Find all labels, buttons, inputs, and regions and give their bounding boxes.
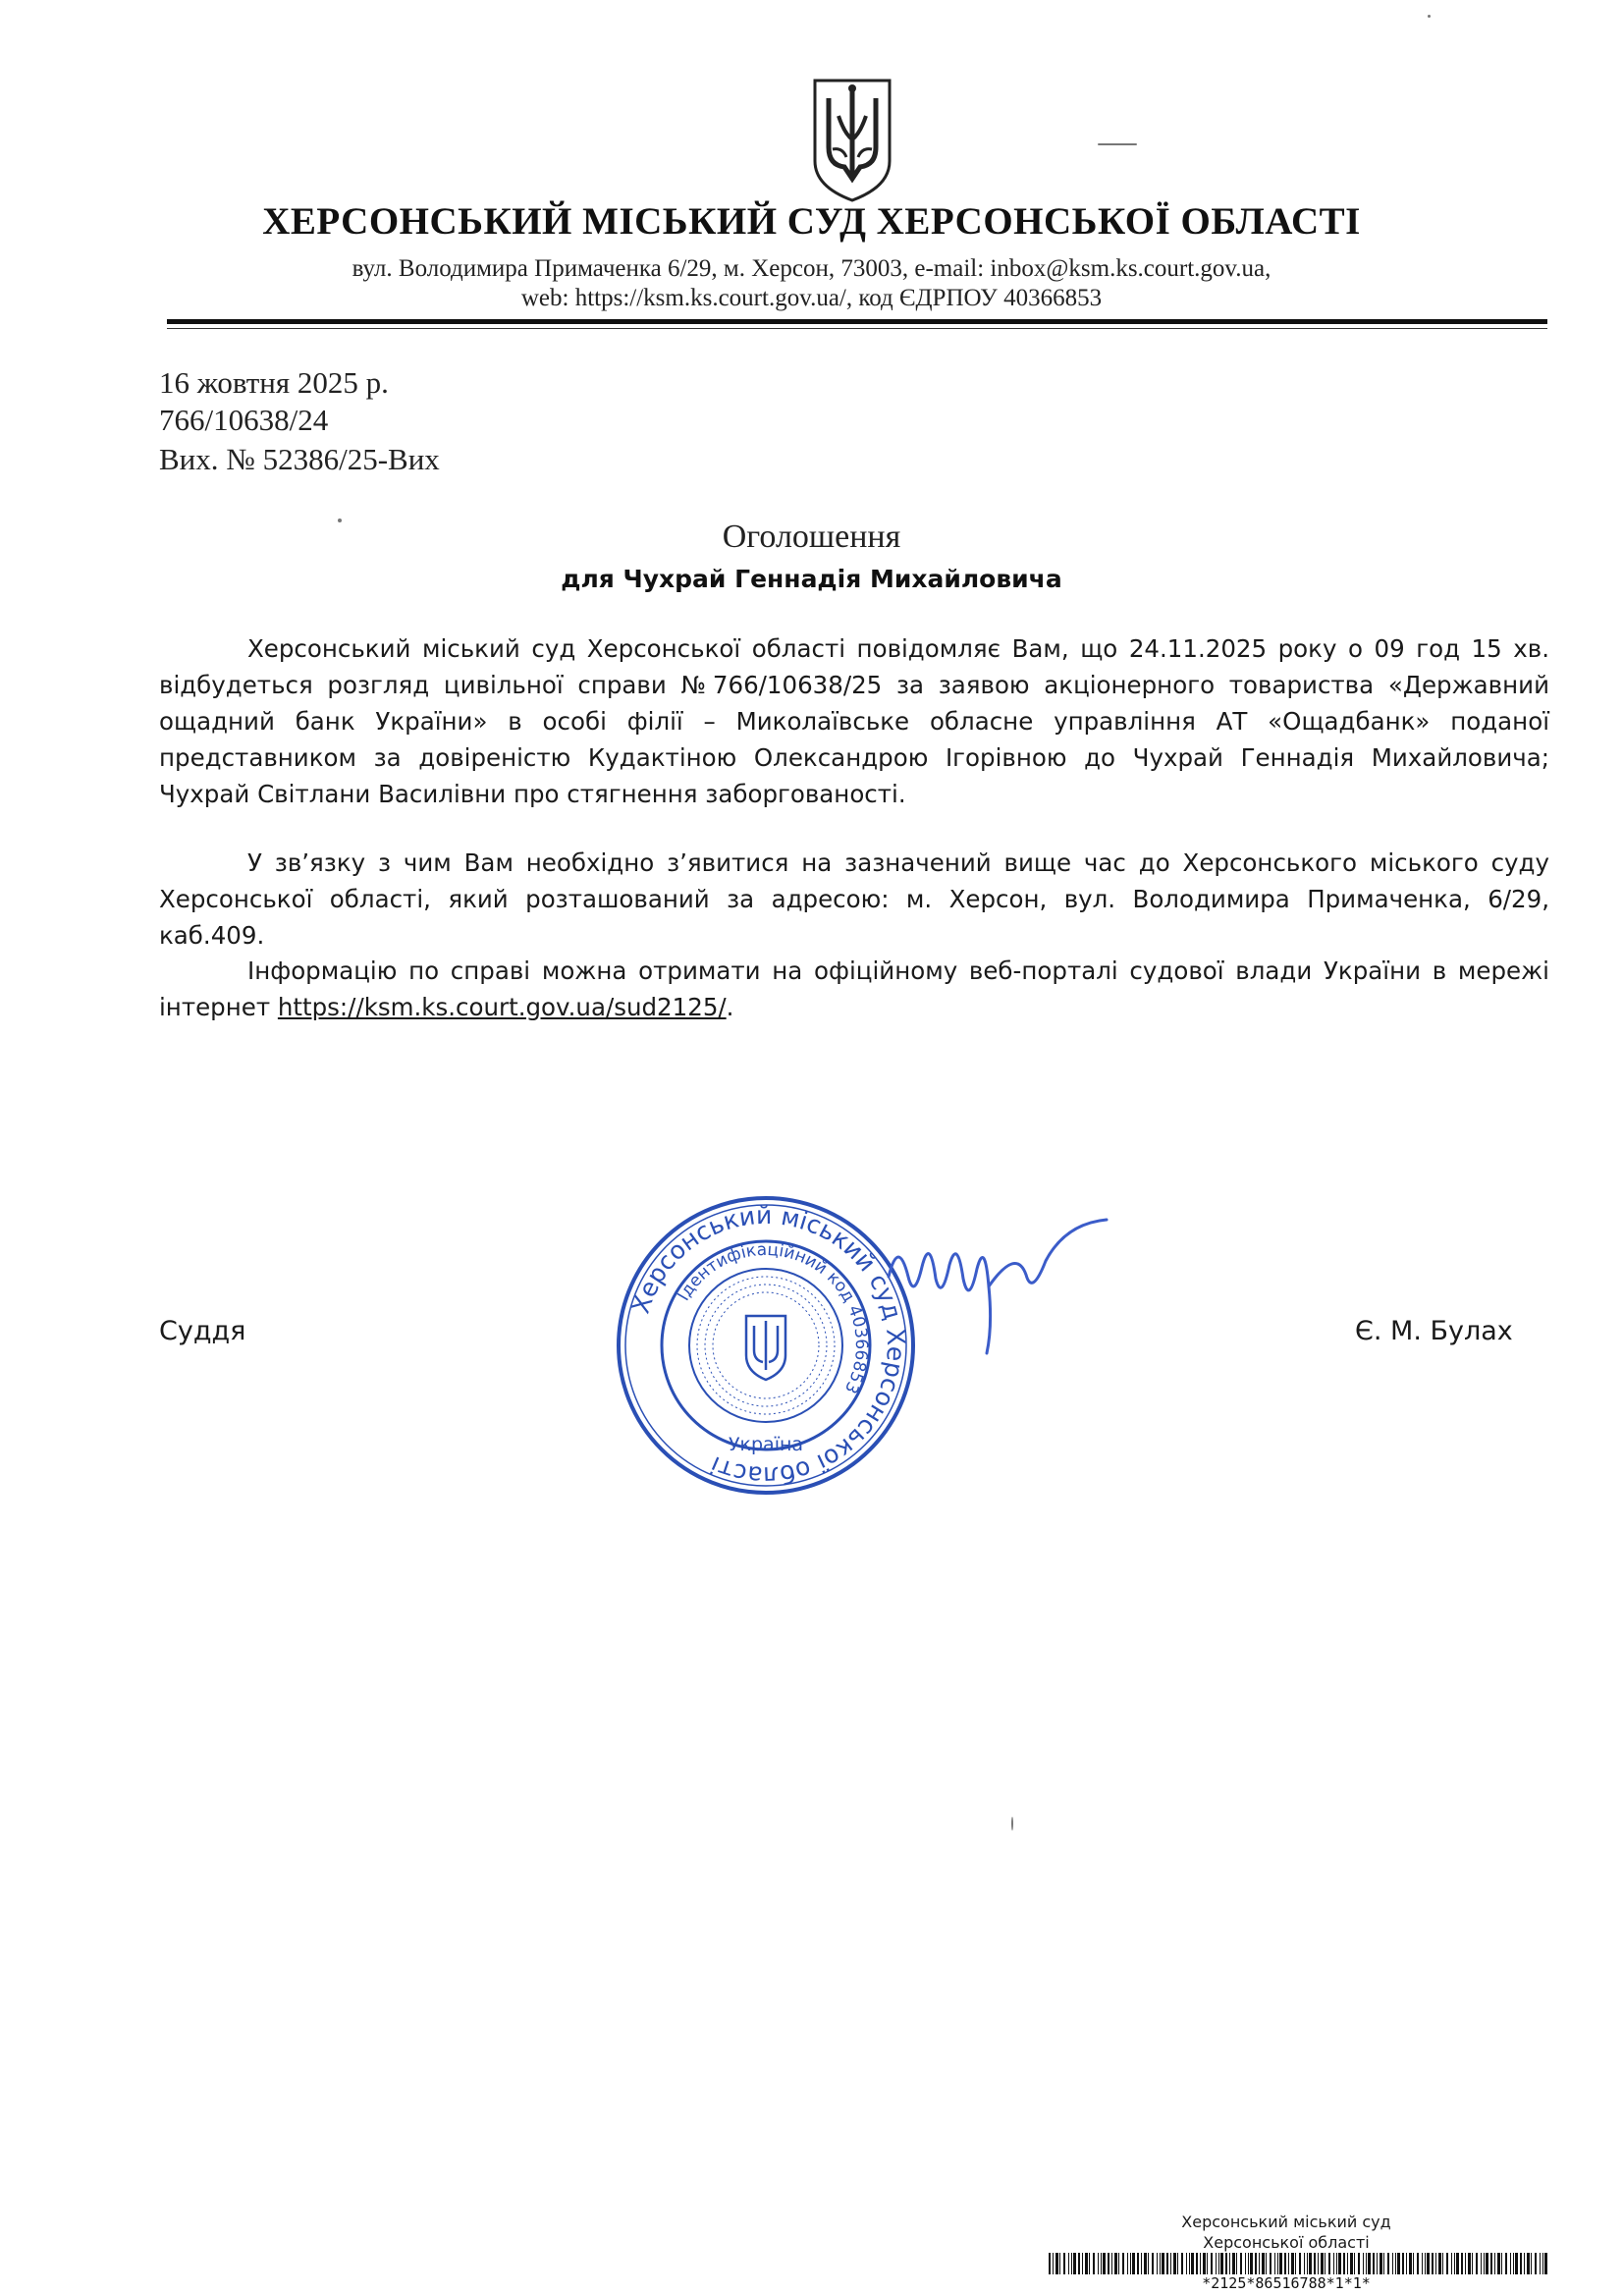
barcode-bar (1333, 2253, 1334, 2274)
barcode-bar (1137, 2253, 1139, 2274)
barcode-bar (1236, 2253, 1237, 2274)
barcode-bar (1304, 2253, 1305, 2274)
barcode-bar (1435, 2253, 1436, 2274)
barcode-bar (1250, 2253, 1253, 2274)
barcode-bar (1225, 2253, 1227, 2274)
barcode-number: *2125*86516788*1*1* (1202, 2274, 1371, 2292)
barcode-bar (1363, 2253, 1364, 2274)
barcode-bar (1456, 2253, 1459, 2274)
seal-outer-path: Херсонський міський суд Херсонської області (625, 1200, 911, 1491)
barcode-bar (1220, 2253, 1223, 2274)
barcode-bar (1277, 2253, 1278, 2274)
barcode-bar (1059, 2253, 1060, 2274)
barcode-bar (1425, 2253, 1426, 2274)
barcode-bar (1490, 2253, 1492, 2274)
barcode-bar (1152, 2253, 1154, 2274)
barcode-icon (1049, 2253, 1551, 2274)
court-address: вул. Володимира Примаченка 6/29, м. Херсон, 73003, e-mail: inbox@ksm.ks.court.gov.ua, (352, 255, 1271, 282)
scan-speck (338, 519, 342, 522)
barcode-bar (1505, 2253, 1507, 2274)
barcode-bar (1442, 2253, 1443, 2274)
paragraph-info-text: Інформацію по справі можна отримати на офіційному веб-порталі судової влади України в мережі інтернет (159, 957, 1549, 1021)
barcode-bar (1338, 2253, 1341, 2274)
barcode-bar (1542, 2253, 1543, 2274)
barcode-bar (1540, 2253, 1541, 2274)
scan-speck (1428, 15, 1431, 18)
barcode-bar (1055, 2253, 1058, 2274)
barcode-bar (1162, 2253, 1164, 2274)
barcode-bar (1358, 2253, 1360, 2274)
barcode-bar (1520, 2253, 1522, 2274)
barcode-bar (1078, 2253, 1080, 2274)
barcode-bar (1527, 2253, 1530, 2274)
barcode-bar (1451, 2253, 1452, 2274)
barcode-bar (1484, 2253, 1485, 2274)
paragraph-info-end: . (726, 993, 734, 1021)
barcode-bar (1191, 2253, 1194, 2274)
barcode-bar (1291, 2253, 1294, 2274)
barcode-bar (1472, 2253, 1473, 2274)
case-number: 766/10638/24 (159, 403, 329, 437)
court-seal-icon (614, 1193, 918, 1498)
barcode-bar (1535, 2253, 1537, 2274)
barcode-bar (1189, 2253, 1190, 2274)
barcode-bar (1347, 2253, 1348, 2274)
barcode-bar (1173, 2253, 1176, 2274)
barcode-bar (1387, 2253, 1389, 2274)
barcode-bar (1229, 2253, 1230, 2274)
barcode-bar (1262, 2253, 1265, 2274)
barcode-bar (1108, 2253, 1109, 2274)
barcode-bar (1255, 2253, 1257, 2274)
coat-of-arms-icon (807, 77, 897, 204)
barcode-bar (1211, 2253, 1213, 2274)
barcode-bar (1406, 2253, 1407, 2274)
barcode-bar (1350, 2253, 1353, 2274)
barcode-bar (1170, 2253, 1171, 2274)
barcode-bar (1274, 2253, 1275, 2274)
barcode-bar (1318, 2253, 1319, 2274)
document-date: 16 жовтня 2025 р. (159, 365, 389, 400)
judge-name: Є. М. Булах (1355, 1316, 1513, 1346)
barcode-bar (1160, 2253, 1161, 2274)
paragraph-hearing: Херсонський міський суд Херсонської області повідомляє Вам, що 24.11.2025 року о 09 год 15 хв. відбудеться розгляд цивільної справи №766/10638/25 за заявою акціонерного товариства «Державний ощадний банк України» в особі філії – Миколаївське обласне управління АТ «Ощадбанк» поданої представником за довіреністю Кудактіною Олександрою Ігорівною до Чухрай Геннадія Михайловича; Чухрай Світлани Василівни про стягнення заборгованості. (159, 634, 1549, 808)
barcode-bar (1328, 2253, 1330, 2274)
barcode-bar (1203, 2253, 1206, 2274)
paragraph-appearance: У зв’язку з чим Вам необхідно з’явитися на зазначений вище час до Херсонського міського суду Херсонської області, який розташований за адресою: м. Херсон, вул. Володимира Примаченка, 6/29, каб.409. (159, 848, 1549, 950)
barcode-bar (1216, 2253, 1217, 2274)
barcode-bar (1118, 2253, 1119, 2274)
scan-speck (1011, 1817, 1013, 1831)
announcement-addressee: для Чухрай Геннадія Михайловича (561, 565, 1062, 593)
barcode-bar (1148, 2253, 1149, 2274)
barcode-bar (1468, 2253, 1471, 2274)
barcode-bar (1392, 2253, 1393, 2274)
barcode-bar (1461, 2253, 1463, 2274)
barcode-bar (1144, 2253, 1147, 2274)
barcode-bar (1432, 2253, 1434, 2274)
announcement-title: Оголошення (722, 519, 901, 555)
barcode-bar (1409, 2253, 1412, 2274)
barcode-bar (1259, 2253, 1260, 2274)
barcode-bar (1132, 2253, 1135, 2274)
barcode-bar (1465, 2253, 1466, 2274)
barcode-bar (1093, 2253, 1095, 2274)
barcode-bar (1284, 2253, 1286, 2274)
barcode-bar (1314, 2253, 1316, 2274)
outgoing-number: Вих. № 52386/25-Вих (159, 442, 440, 476)
signature-role: Суддя (159, 1316, 246, 1346)
barcode-bar (1196, 2253, 1198, 2274)
barcode-bar (1438, 2253, 1441, 2274)
barcode-bar (1232, 2253, 1235, 2274)
scan-speck (1098, 143, 1137, 145)
barcode-bar (1515, 2253, 1518, 2274)
barcode-bar (1422, 2253, 1423, 2274)
seal-inner-path: Ідентифікаційний код 40366853 (674, 1239, 872, 1397)
barcode-bar (1218, 2253, 1219, 2274)
barcode-bar (1486, 2253, 1488, 2274)
barcode-bar (1343, 2253, 1345, 2274)
barcode-bar (1063, 2253, 1065, 2274)
barcode-bar (1513, 2253, 1514, 2274)
barcode-bar (1497, 2253, 1500, 2274)
barcode-bar (1181, 2253, 1183, 2274)
barcode-bar (1127, 2253, 1128, 2274)
header-divider (167, 319, 1547, 324)
barcode-bar (1524, 2253, 1525, 2274)
barcode-bar (1114, 2253, 1117, 2274)
barcode-bar (1288, 2253, 1289, 2274)
barcode-bar (1053, 2253, 1054, 2274)
barcode-bar (1476, 2253, 1478, 2274)
barcode-bar (1141, 2253, 1142, 2274)
barcode-bar (1368, 2253, 1371, 2274)
barcode-bar (1377, 2253, 1378, 2274)
barcode-bar (1446, 2253, 1448, 2274)
barcode-bar (1240, 2253, 1242, 2274)
barcode-bar (1544, 2253, 1547, 2274)
barcode-bar (1103, 2253, 1106, 2274)
barcode-bar (1082, 2253, 1083, 2274)
barcode-bar (1383, 2253, 1384, 2274)
barcode-bar (1336, 2253, 1337, 2274)
barcode-bar (1248, 2253, 1249, 2274)
barcode-bar (1309, 2253, 1312, 2274)
barcode-bar (1299, 2253, 1301, 2274)
barcode-bar (1510, 2253, 1511, 2274)
judge-signature-icon (879, 1218, 1114, 1355)
barcode-bar (1071, 2253, 1072, 2274)
barcode-bar (1073, 2253, 1076, 2274)
court-portal-link[interactable]: https://ksm.ks.court.gov.ua/sud2125/ (277, 993, 727, 1021)
barcode-bar (1295, 2253, 1296, 2274)
barcode-bar (1098, 2253, 1099, 2274)
barcode-bar (1454, 2253, 1455, 2274)
barcode-bar (1085, 2253, 1088, 2274)
barcode-bar (1177, 2253, 1178, 2274)
barcode-bar (1413, 2253, 1414, 2274)
barcode-bar (1186, 2253, 1187, 2274)
seal-bottom-text: Україна (728, 1434, 804, 1455)
barcode-bar (1373, 2253, 1375, 2274)
barcode-bar (1049, 2253, 1051, 2274)
footer-court-line2: Херсонської області (1203, 2233, 1370, 2252)
barcode-bar (1200, 2253, 1201, 2274)
barcode-bar (1427, 2253, 1430, 2274)
barcode-bar (1089, 2253, 1090, 2274)
barcode-bar (1207, 2253, 1208, 2274)
barcode-bar (1307, 2253, 1308, 2274)
barcode-bar (1380, 2253, 1382, 2274)
barcode-bar (1354, 2253, 1355, 2274)
barcode-bar (1494, 2253, 1495, 2274)
barcode-bar (1122, 2253, 1124, 2274)
barcode-bar (1321, 2253, 1324, 2274)
barcode-bar (1402, 2253, 1404, 2274)
barcode-bar (1531, 2253, 1532, 2274)
barcode-bar (1245, 2253, 1246, 2274)
court-web-and-code: web: https://ksm.ks.court.gov.ua/, код ЄДРПОУ 40366853 (520, 285, 1103, 311)
court-name-heading: ХЕРСОНСЬКИЙ МІСЬКИЙ СУД ХЕРСОНСЬКОЇ ОБЛАСТІ (262, 200, 1361, 243)
barcode-bar (1166, 2253, 1168, 2274)
barcode-bar (1270, 2253, 1271, 2274)
barcode-bar (1366, 2253, 1367, 2274)
barcode-bar (1395, 2253, 1396, 2274)
barcode-bar (1397, 2253, 1400, 2274)
barcode-bar (1501, 2253, 1502, 2274)
footer-court-line1: Херсонський міський суд (1181, 2213, 1391, 2231)
barcode-bar (1111, 2253, 1112, 2274)
barcode-bar (1417, 2253, 1419, 2274)
barcode-bar (1279, 2253, 1282, 2274)
barcode-bar (1266, 2253, 1267, 2274)
barcode-bar (1101, 2253, 1102, 2274)
barcode-bar (1481, 2253, 1482, 2274)
barcode-bar (1068, 2253, 1069, 2274)
header-divider-thin (167, 328, 1547, 329)
paragraph-info (159, 953, 1549, 1025)
barcode-bar (1130, 2253, 1131, 2274)
barcode-bar (1157, 2253, 1158, 2274)
